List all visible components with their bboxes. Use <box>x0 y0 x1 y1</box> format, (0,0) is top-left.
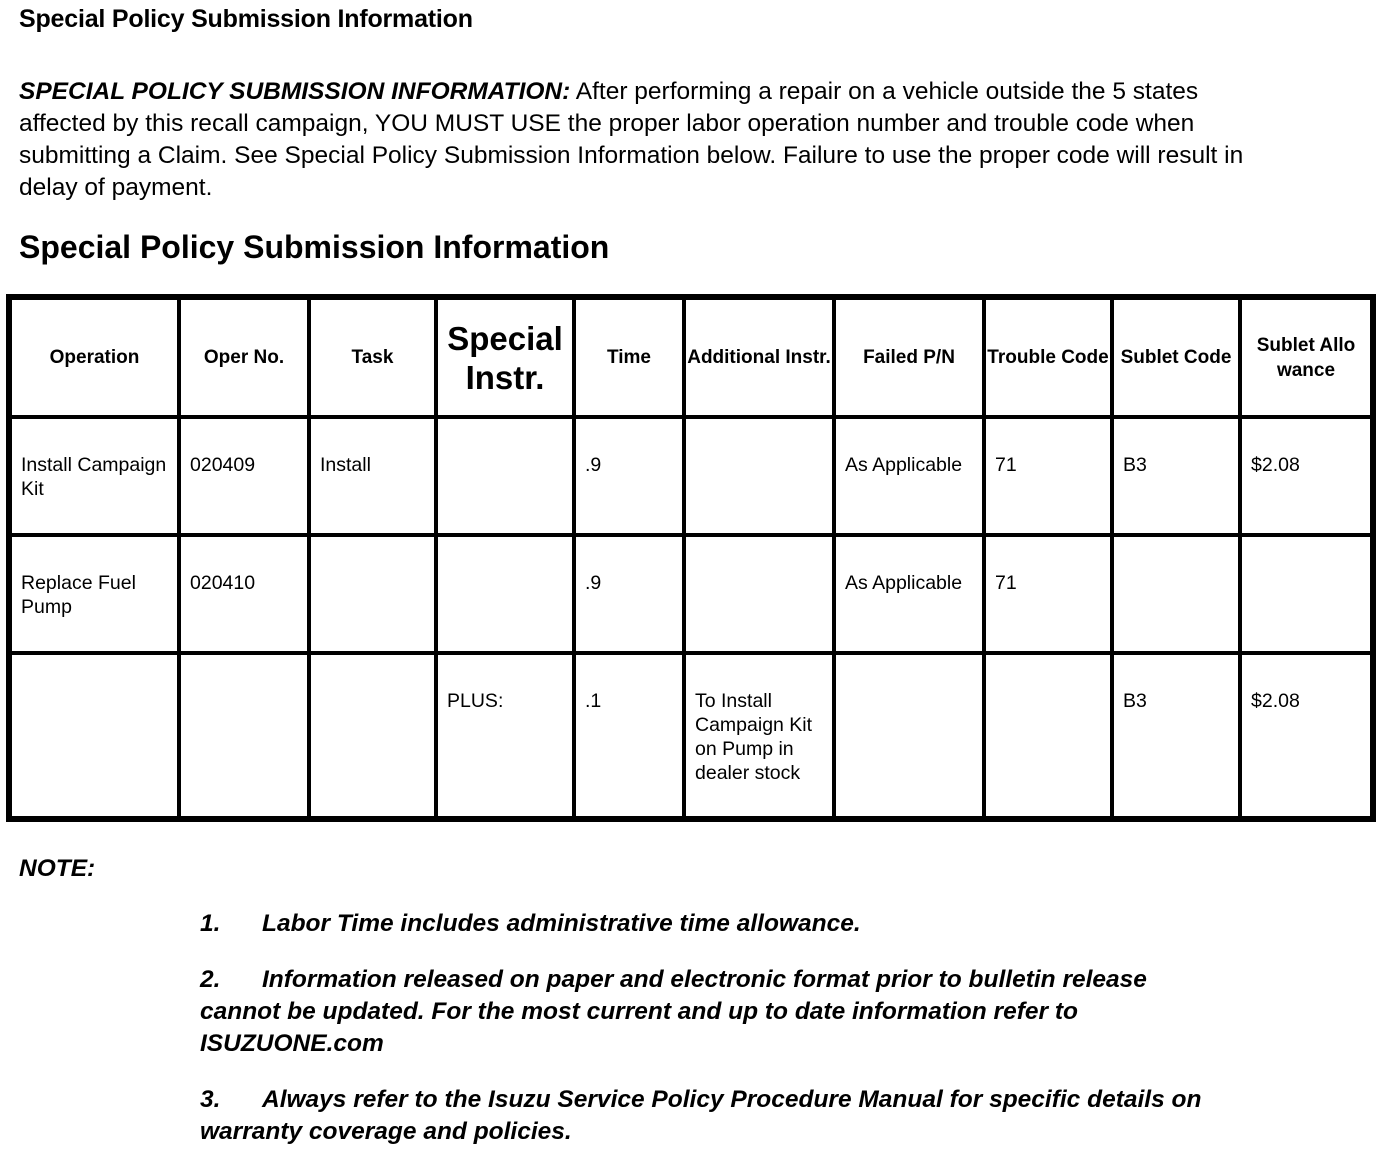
cell-sublet-code: B3 <box>1112 417 1240 535</box>
cell-failed-pn: As Applicable <box>834 417 984 535</box>
note-item <box>200 908 1220 940</box>
cell-operation: Replace Fuel Pump <box>9 535 179 653</box>
cell-trouble-code: 71 <box>984 535 1112 653</box>
cell-task <box>309 653 436 819</box>
header-operation: Operation <box>9 297 179 417</box>
note-text: Always refer to the Isuzu Service Policy Procedure Manual for specific details on warranty coverage and policies. <box>200 1086 1202 1145</box>
cell-failed-pn: As Applicable <box>834 535 984 653</box>
cell-sublet-code <box>1112 535 1240 653</box>
cell-time: .1 <box>574 653 684 819</box>
header-failed-pn: Failed P/N <box>834 297 984 417</box>
cell-additional-instr: To Install Campaign Kit on Pump in dealer stock <box>684 653 834 819</box>
cell-special-instr <box>436 535 574 653</box>
note-item <box>200 1084 1220 1148</box>
header-trouble-code: Trouble Code <box>984 297 1112 417</box>
intro-paragraph <box>19 76 1249 204</box>
cell-time: .9 <box>574 417 684 535</box>
cell-oper-no: 020410 <box>179 535 309 653</box>
cell-time: .9 <box>574 535 684 653</box>
cell-oper-no <box>179 653 309 819</box>
cell-special-instr: PLUS: <box>436 653 574 819</box>
cell-sublet-allowance: $2.08 <box>1240 653 1373 819</box>
table-row <box>9 417 1373 535</box>
cell-trouble-code: 71 <box>984 417 1112 535</box>
cell-sublet-code: B3 <box>1112 653 1240 819</box>
note-number: 3. <box>200 1086 221 1113</box>
intro-text: After performing a repair on a vehicle outside the 5 states affected by this recall campaign, YOU MUST USE the proper labor operation number and trouble code when submitting a Claim. See Special Policy Submission Information below. Failure to use the proper code will result in delay of payment. <box>19 78 1244 201</box>
intro-lead: SPECIAL POLICY SUBMISSION INFORMATION: <box>19 78 571 105</box>
submission-table <box>6 294 1376 822</box>
header-additional-instr: Additional Instr. <box>684 297 834 417</box>
cell-sublet-allowance: $2.08 <box>1240 417 1373 535</box>
section-title: Special Policy Submission Information <box>19 229 610 265</box>
table-row <box>9 535 1373 653</box>
table-row <box>9 653 1373 819</box>
document-title: Special Policy Submission Information <box>19 5 473 33</box>
table-header-row <box>9 297 1373 417</box>
cell-trouble-code <box>984 653 1112 819</box>
note-number: 1. <box>200 910 221 937</box>
cell-operation: Install Campaign Kit <box>9 417 179 535</box>
note-text: Information released on paper and electronic format prior to bulletin release cannot be updated. For the most current and up to date information refer to ISUZUONE.com <box>200 966 1147 1057</box>
header-time: Time <box>574 297 684 417</box>
notes-list <box>200 908 1220 1172</box>
cell-task <box>309 535 436 653</box>
header-task: Task <box>309 297 436 417</box>
note-number: 2. <box>200 966 221 993</box>
cell-failed-pn <box>834 653 984 819</box>
cell-special-instr <box>436 417 574 535</box>
cell-oper-no: 020409 <box>179 417 309 535</box>
note-label: NOTE: <box>19 855 96 882</box>
cell-sublet-allowance <box>1240 535 1373 653</box>
cell-task: Install <box>309 417 436 535</box>
header-sublet-allowance: Sublet Allo wance <box>1240 297 1373 417</box>
header-special-instr: Special Instr. <box>436 297 574 417</box>
note-text: Labor Time includes administrative time allowance. <box>262 910 861 937</box>
cell-additional-instr <box>684 535 834 653</box>
header-oper-no: Oper No. <box>179 297 309 417</box>
note-item <box>200 964 1220 1060</box>
header-sublet-code: Sublet Code <box>1112 297 1240 417</box>
cell-operation <box>9 653 179 819</box>
cell-additional-instr <box>684 417 834 535</box>
